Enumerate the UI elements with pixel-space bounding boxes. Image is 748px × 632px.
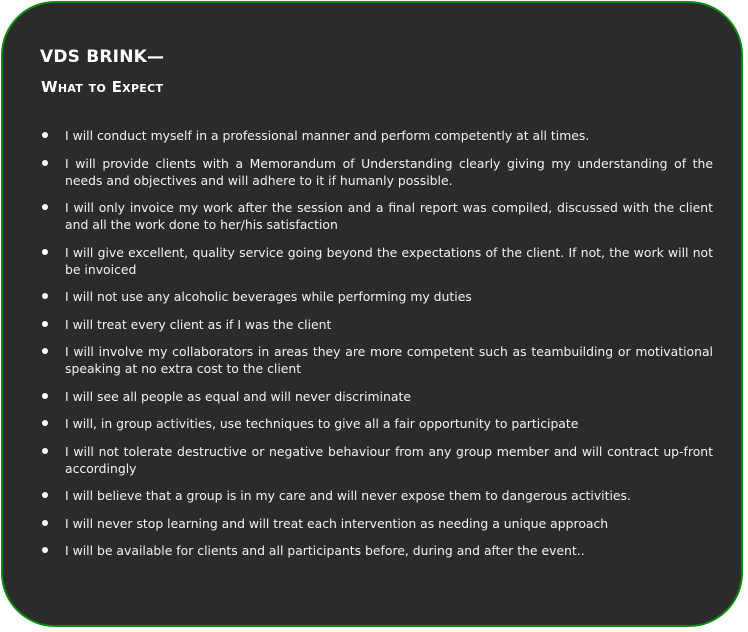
list-item-text: I will see all people as equal and will never discriminate bbox=[65, 388, 411, 404]
list-item bbox=[41, 127, 713, 144]
list-item bbox=[41, 515, 713, 532]
page-subtitle: What to Expect bbox=[41, 78, 164, 96]
bullet-icon bbox=[42, 160, 48, 166]
list-item-text: I will treat every client as if I was the client bbox=[65, 316, 332, 332]
bullet-icon bbox=[42, 420, 48, 426]
bullet-icon bbox=[42, 492, 48, 498]
bullet-icon bbox=[42, 393, 48, 399]
list-item-text: I will not use any alcoholic beverages while performing my duties bbox=[65, 289, 472, 304]
list-item-text: I will, in group activities, use techniques to give all a fair opportunity to participate bbox=[65, 416, 579, 431]
bullet-icon bbox=[42, 321, 48, 327]
list-item bbox=[41, 443, 713, 477]
list-item-text: I will never stop learning and will treat each intervention as needing a unique approach bbox=[65, 515, 609, 531]
expectations-list bbox=[41, 127, 713, 570]
bullet-icon bbox=[42, 204, 48, 210]
list-item bbox=[41, 288, 713, 305]
bullet-icon bbox=[42, 448, 48, 454]
list-item-text: I will involve my collaborators in areas they are more competent such as teambuilding or motivational speaking at no extra cost to the client bbox=[65, 344, 713, 376]
bullet-icon bbox=[42, 547, 48, 553]
bullet-icon bbox=[42, 132, 48, 138]
page-title: VDS BRINK— bbox=[40, 47, 165, 67]
bullet-icon bbox=[42, 293, 48, 299]
list-item bbox=[41, 388, 713, 405]
list-item bbox=[41, 244, 713, 278]
list-item-text: I will only invoice my work after the session and a final report was compiled, discussed with the client and all the work done to her/his satisfaction bbox=[65, 200, 713, 232]
list-item-text: I will give excellent, quality service going beyond the expectations of the client. If not, the work will not be invoiced bbox=[65, 244, 713, 277]
list-item-text: I will be available for clients and all participants before, during and after the event.. bbox=[65, 543, 585, 558]
bullet-icon bbox=[42, 348, 48, 354]
list-item-text: I will believe that a group is in my care and will never expose them to dangerous activities. bbox=[65, 488, 631, 503]
list-item bbox=[41, 316, 713, 333]
bullet-icon bbox=[42, 520, 48, 526]
list-item bbox=[41, 415, 713, 432]
list-item-text: I will provide clients with a Memorandum of Understanding clearly giving my understanding of the needs and objectives and will adhere to it if humanly possible. bbox=[65, 155, 713, 188]
list-item bbox=[41, 542, 713, 559]
list-item bbox=[41, 343, 713, 377]
list-item bbox=[41, 155, 713, 189]
list-item bbox=[41, 487, 713, 504]
list-item bbox=[41, 199, 713, 233]
list-item-text: I will not tolerate destructive or negative behaviour from any group member and will contract up-front accordingly bbox=[65, 443, 713, 476]
list-item-text: I will conduct myself in a professional manner and perform competently at all times. bbox=[65, 128, 590, 143]
bullet-icon bbox=[42, 249, 48, 255]
content-card bbox=[1, 1, 743, 627]
